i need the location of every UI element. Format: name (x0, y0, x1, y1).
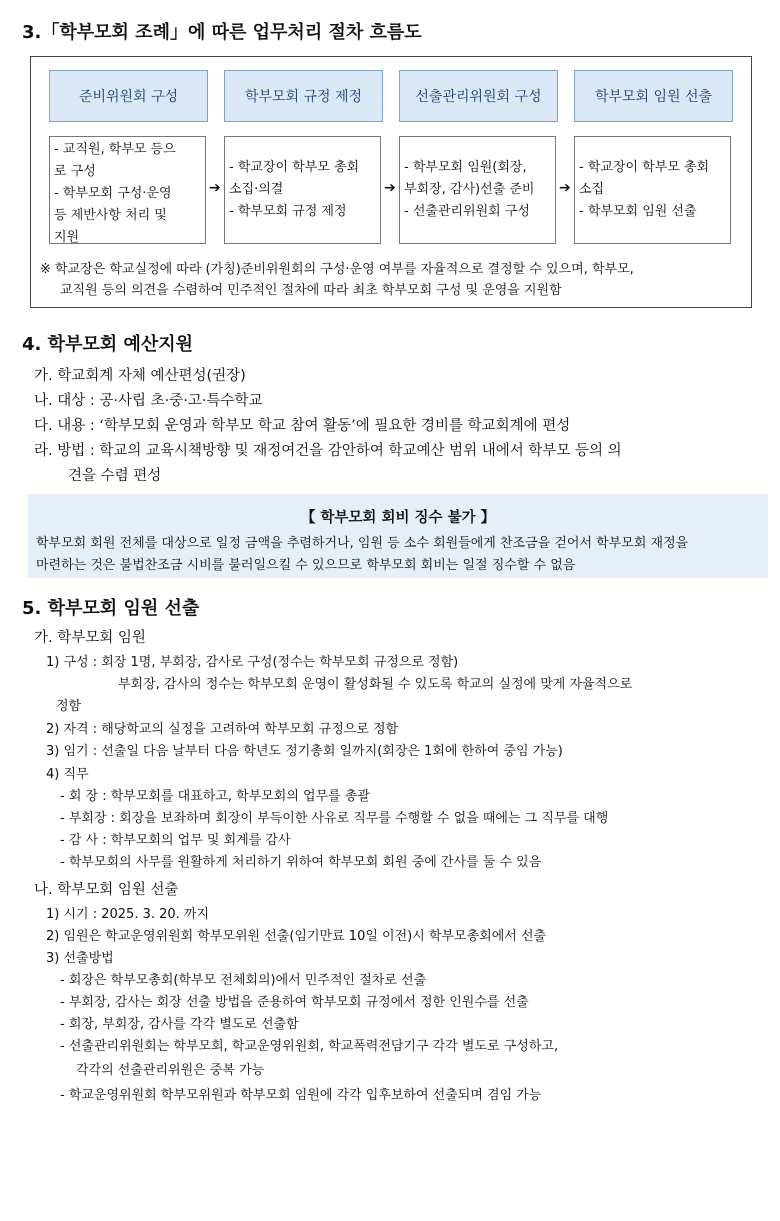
budget-line: 가. 학교회계 자체 예산편성(권장) (34, 368, 246, 384)
duty-line: - 학부모회의 사무를 원활하게 처리하기 위하여 학부모회 회원 중에 간사를 둘 수 있음 (60, 855, 542, 870)
election-line: - 회장은 학부모총회(학부모 전체회의)에서 민주적인 절차로 선출 (60, 973, 427, 988)
fee-notice-line: 학부모회 회원 전체를 대상으로 일정 금액을 추렴하거나, 임원 등 소수 회원들에게 찬조금을 걷어서 학부모회 재정을 (36, 536, 689, 551)
section-4-heading: 4. 학부모회 예산지원 (22, 334, 193, 355)
budget-line: 견을 수렴 편성 (68, 468, 162, 484)
duty-line: - 감 사 : 학부모회의 업무 및 회계를 감사 (60, 833, 291, 848)
officer-line: 1) 구성 : 회장 1명, 부회장, 감사로 구성(정수는 학부모회 규정으로 정함) (46, 655, 459, 670)
fee-notice-title: 【 학부모회 회비 징수 불가 】 (300, 510, 496, 526)
officer-line: 4) 직무 (46, 767, 89, 782)
budget-line: 다. 내용 : ‘학부모회 운영과 학부모 학교 참여 활동’에 필요한 경비를 학교회계에 편성 (34, 418, 571, 434)
officer-line: 3) 임기 : 선출일 다음 날부터 다음 학년도 정기총회 일까지(회장은 1회에 한하여 중임 가능) (46, 744, 563, 759)
detail-line: - 학부모회 규정 제정 (229, 204, 347, 219)
election-line: 각각의 선출관리위원은 중복 가능 (76, 1063, 265, 1078)
detail-line: - 학교장이 학부모 총회 (229, 160, 360, 175)
detail-line: 부회장, 감사)선출 준비 (404, 182, 535, 197)
officer-line: 2) 자격 : 해당학교의 실정을 고려하여 학부모회 규정으로 정함 (46, 722, 399, 737)
officer-line: 정함 (56, 699, 82, 714)
flow-note-line-1: ※ 학교장은 학교실정에 따라 (가칭)준비위원회의 구성·운영 여부를 자율적으로 결정할 수 있으며, 학부모, (40, 262, 634, 277)
detail-line: - 학부모회 임원(회장, (404, 160, 527, 175)
detail-line: 지원 (54, 230, 80, 245)
detail-line: - 교직원, 학부모 등으 (54, 142, 176, 157)
budget-line: 라. 방법 : 학교의 교육시책방향 및 재정여건을 감안하여 학교예산 범위 내에서 학부모 등의 의 (34, 443, 622, 459)
detail-box-3 (399, 136, 556, 244)
section-3-heading: 3.「학부모회 조례」에 따른 업무처리 절차 흐름도 (22, 22, 422, 43)
election-line: - 학교운영위원회 학부모위원과 학부모회 임원에 각각 입후보하여 선출되며 겸임 가능 (60, 1088, 542, 1103)
detail-line: - 선출관리위원회 구성 (404, 204, 530, 219)
detail-box-2 (224, 136, 381, 244)
election-line: 1) 시기 : 2025. 3. 20. 까지 (46, 907, 210, 922)
detail-line: 등 제반사항 처리 및 (54, 208, 167, 223)
election-line: 3) 선출방법 (46, 951, 114, 966)
arrow-icon: ➔ (559, 180, 571, 196)
detail-box-4 (574, 136, 731, 244)
stage-rules-enactment: 학부모회 규정 제정 (224, 70, 383, 122)
subsection-ga: 가. 학부모회 임원 (34, 630, 146, 646)
election-line: - 회장, 부회장, 감사를 각각 별도로 선출함 (60, 1017, 299, 1032)
detail-line: 로 구성 (54, 164, 96, 179)
stage-preparatory-committee: 준비위원회 구성 (49, 70, 208, 122)
detail-line: - 학부모회 임원 선출 (579, 204, 697, 219)
fee-notice-line: 마련하는 것은 불법찬조금 시비를 불러일으킬 수 있으므로 학부모회 회비는 일절 징수할 수 없음 (36, 558, 576, 573)
detail-box-1 (49, 136, 206, 244)
stage-officer-election: 학부모회 임원 선출 (574, 70, 733, 122)
duty-line: - 회 장 : 학부모회를 대표하고, 학부모회의 업무를 총괄 (60, 789, 370, 804)
flow-note-line-2: 교직원 등의 의견을 수렴하여 민주적인 절차에 따라 최초 학부모회 구성 및 운영을 지원함 (60, 283, 562, 298)
election-line: - 부회장, 감사는 회장 선출 방법을 준용하여 학부모회 규정에서 정한 인원수를 선출 (60, 995, 529, 1010)
officer-line: 부회장, 감사의 정수는 학부모회 운영이 활성화될 수 있도록 학교의 실정에 맞게 자율적으로 (118, 677, 633, 692)
election-line: - 선출관리위원회는 학부모회, 학교운영위원회, 학교폭력전담기구 각각 별도로 구성하고, (60, 1039, 559, 1054)
budget-line: 나. 대상 : 공·사립 초·중·고·특수학교 (34, 393, 263, 409)
detail-line: - 학교장이 학부모 총회 (579, 160, 710, 175)
arrow-icon: ➔ (209, 180, 221, 196)
detail-line: 소집 (579, 182, 605, 197)
detail-line: 소집·의결 (229, 182, 284, 197)
detail-line: - 학부모회 구성·운영 (54, 186, 172, 201)
duty-line: - 부회장 : 회장을 보좌하며 회장이 부득이한 사유로 직무를 수행할 수 없을 때에는 그 직무를 대행 (60, 811, 609, 826)
stage-election-committee: 선출관리위원회 구성 (399, 70, 558, 122)
arrow-icon: ➔ (384, 180, 396, 196)
election-line: 2) 임원은 학교운영위원회 학부모위원 선출(임기만료 10일 이전)시 학부모총회에서 선출 (46, 929, 547, 944)
section-5-heading: 5. 학부모회 임원 선출 (22, 598, 200, 619)
subsection-na: 나. 학부모회 임원 선출 (34, 882, 179, 898)
